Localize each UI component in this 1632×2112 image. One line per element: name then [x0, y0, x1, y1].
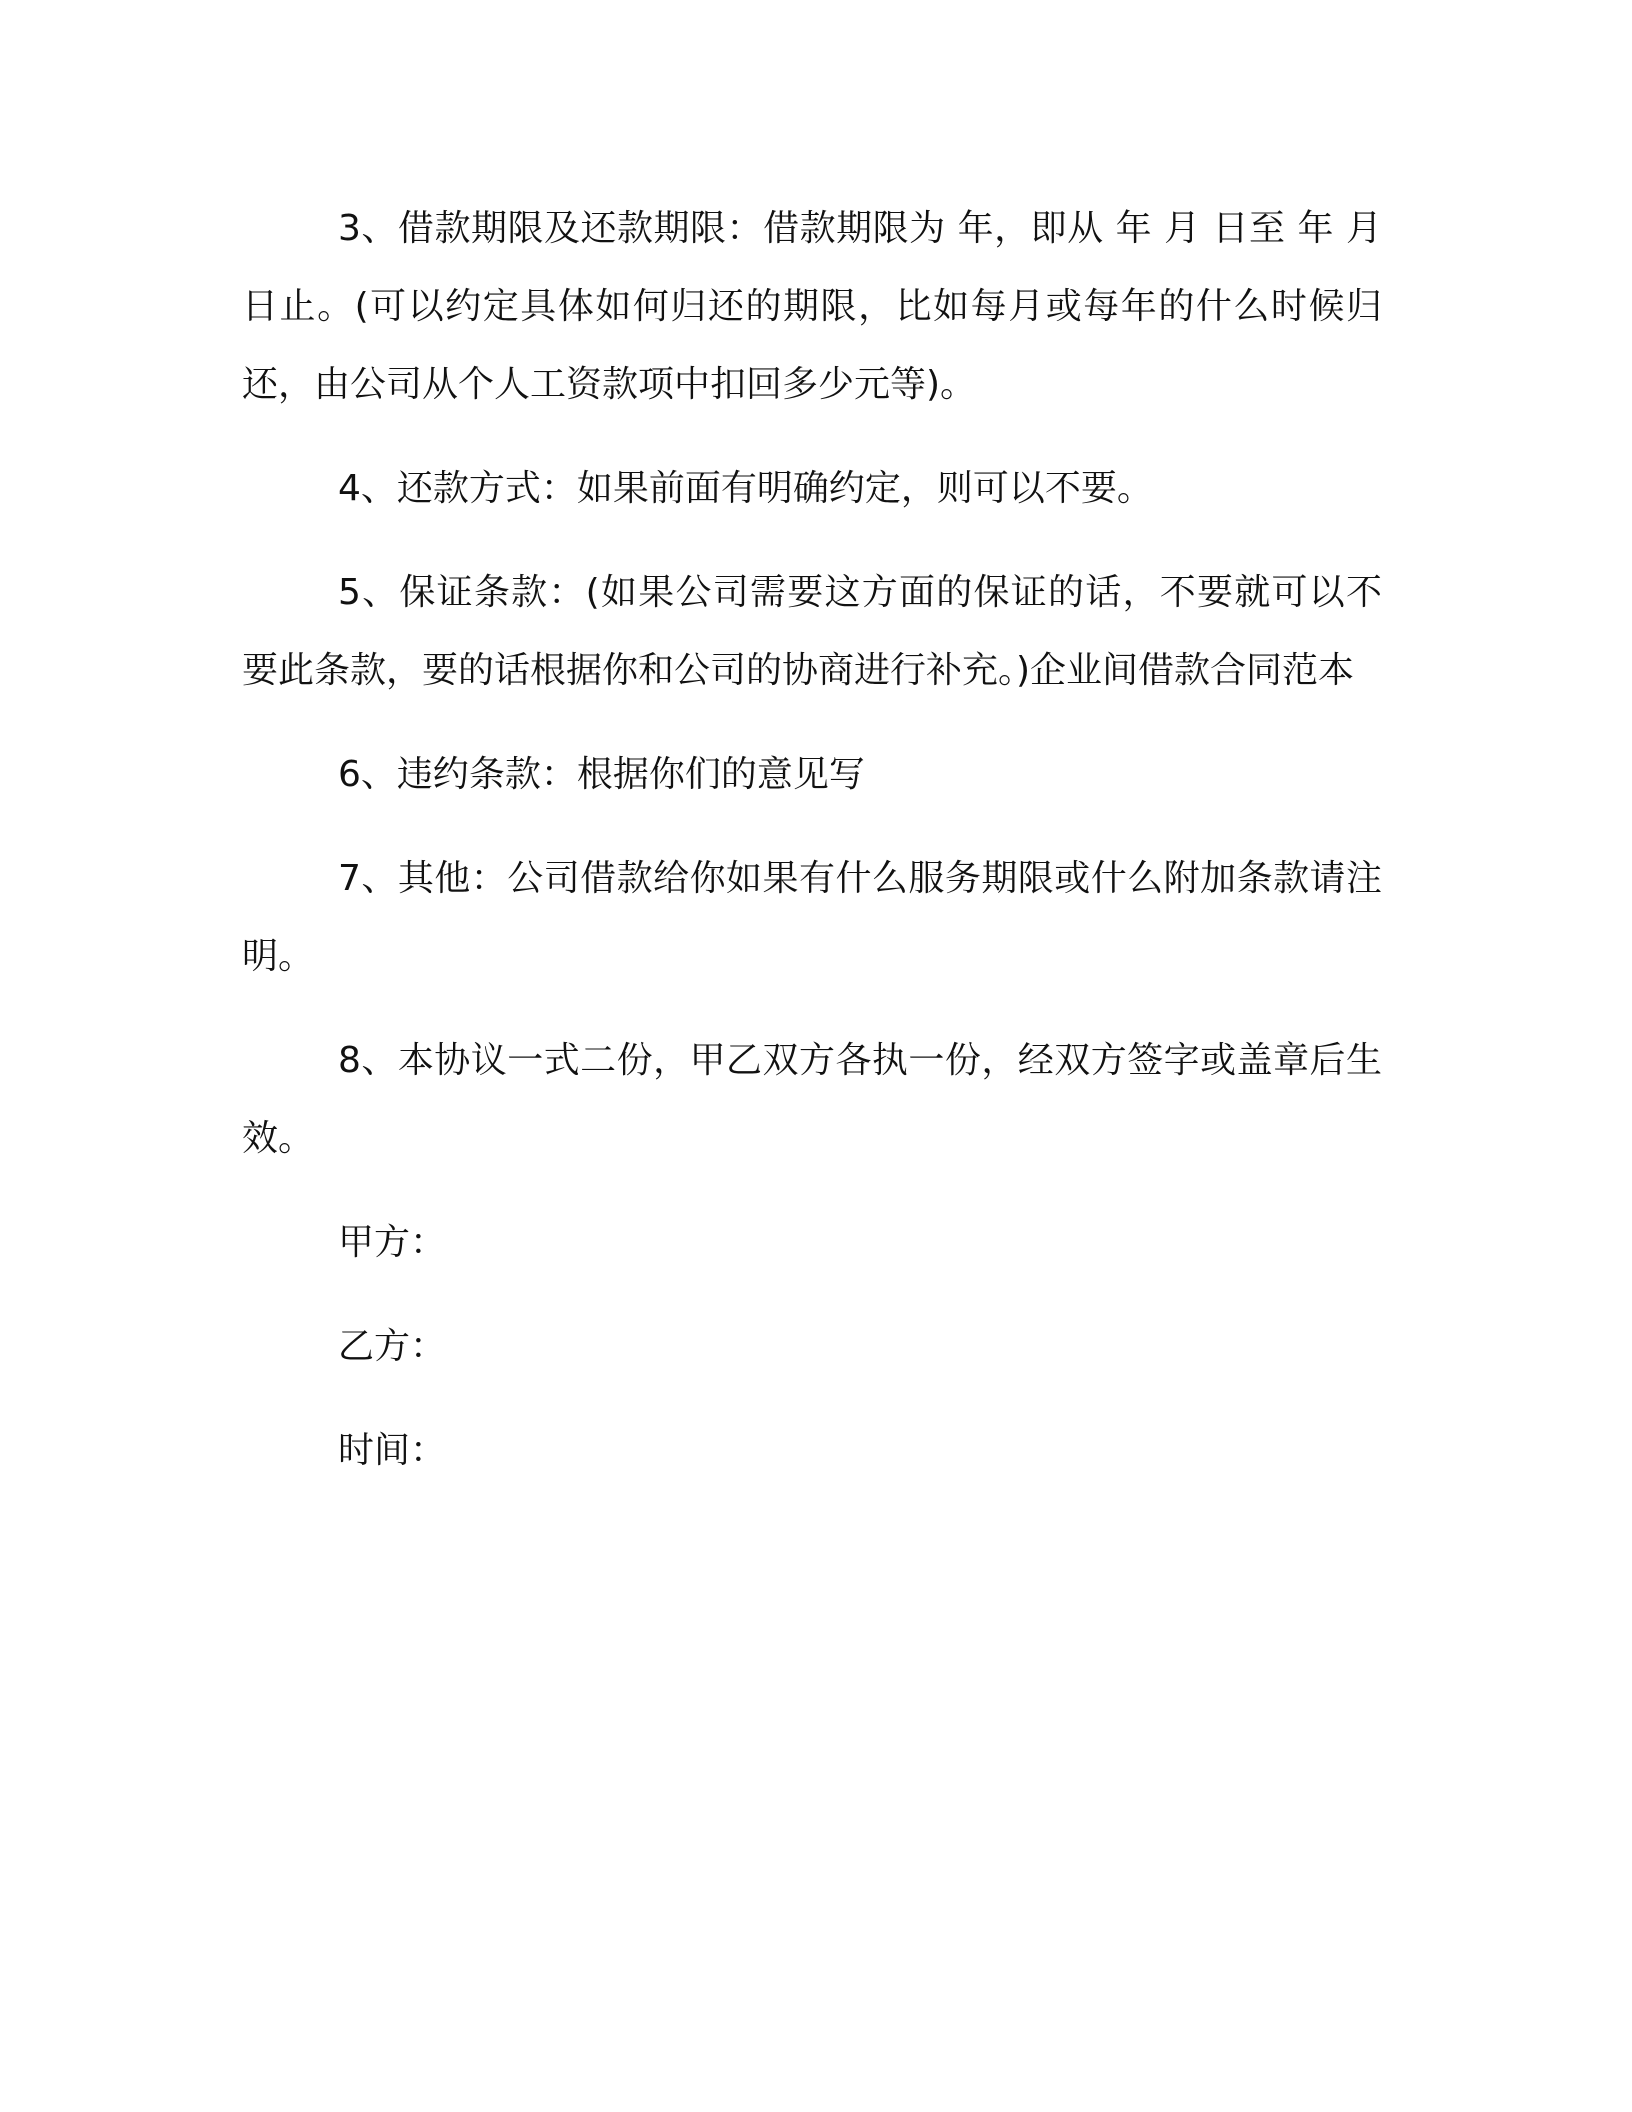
clause-7: 7、其他：公司借款给你如果有什么服务期限或什么附加条款请注明。	[242, 858, 1382, 977]
clause-4: 4、还款方式：如果前面有明确约定，则可以不要。	[338, 468, 1153, 509]
clause-6: 6、违约条款：根据你们的意见写	[338, 754, 865, 795]
party-a-signature-label: 甲方：	[338, 1222, 447, 1263]
clause-8: 8、本协议一式二份，甲乙双方各执一份，经双方签字或盖章后生效。	[242, 1040, 1382, 1159]
party-b-signature-label: 乙方：	[338, 1326, 447, 1367]
document-body	[242, 190, 1382, 1516]
date-label: 时间：	[338, 1430, 447, 1471]
clause-3: 3、借款期限及还款期限：借款期限为 年，即从 年 月 日至 年 月日止。(可以约定具体如何归还的期限，比如每月或每年的什么时候归还，由公司从个人工资款项中扣回多少元等)。	[242, 208, 1382, 405]
clause-5: 5、保证条款：(如果公司需要这方面的保证的话，不要就可以不要此条款，要的话根据你和公司的协商进行补充。)企业间借款合同范本	[242, 572, 1382, 691]
